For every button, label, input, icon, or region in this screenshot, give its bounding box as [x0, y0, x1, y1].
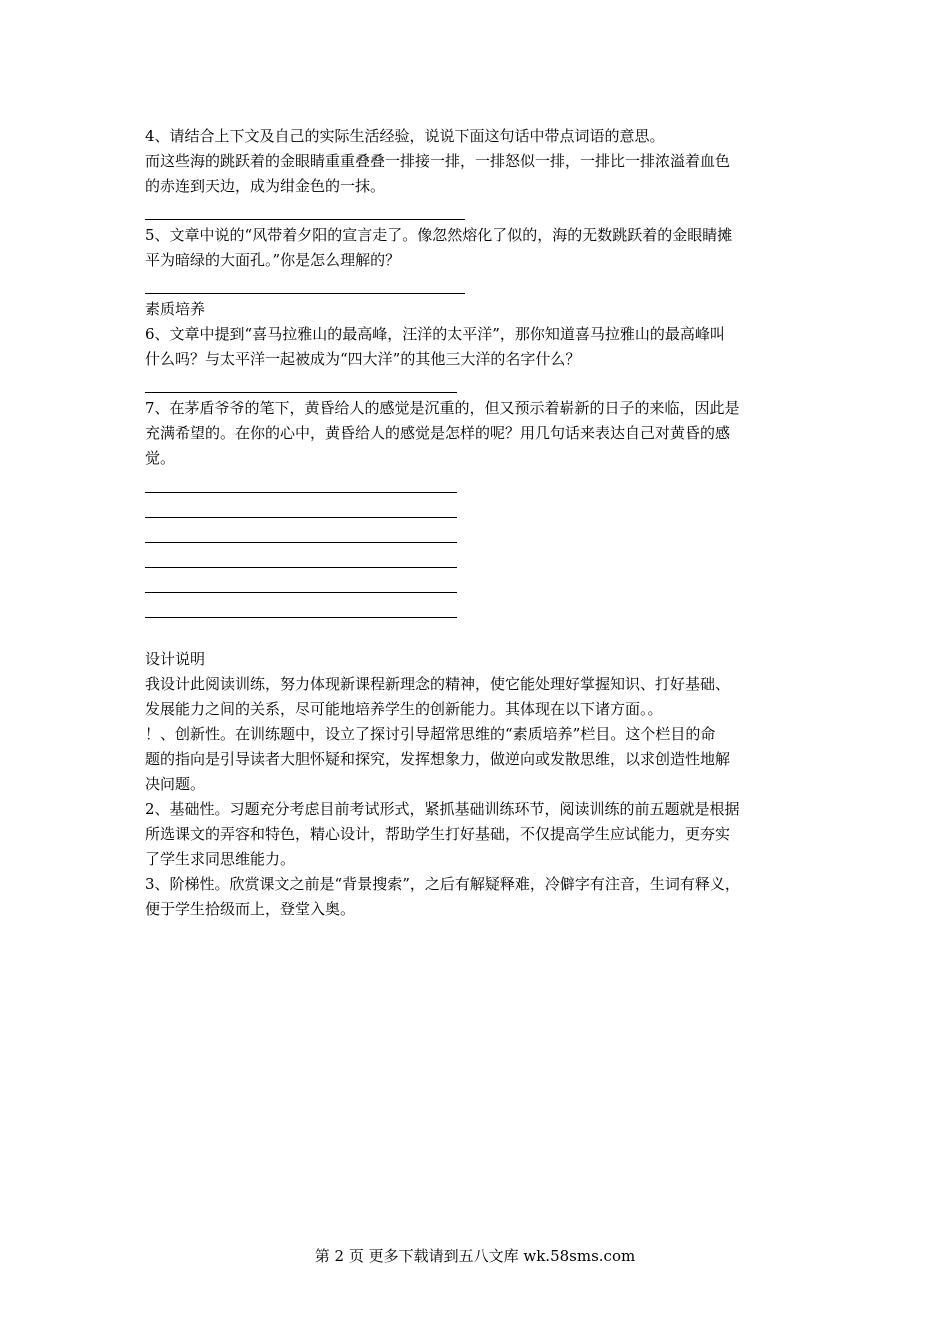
question-6-line-1: 6、文章中提到“喜马拉雅山的最高峰，汪洋的太平洋”，那你知道喜马拉雅山的最高峰叫 — [145, 325, 725, 343]
design-paragraph-line: 便于学生拾级而上，登堂入奥。 — [145, 900, 356, 918]
spacer — [145, 621, 820, 647]
question-4-quote-line-2: 的赤连到天边，成为绀金色的一抹。 — [145, 177, 386, 195]
answer-line — [145, 471, 820, 496]
answer-line — [145, 521, 820, 546]
answer-line — [145, 546, 820, 571]
answer-line — [145, 199, 820, 223]
design-paragraph-line: 所选课文的弄容和特色，精心设计，帮助学生打好基础，不仅提高学生应试能力，更夯实 — [145, 825, 731, 843]
answer-line — [145, 596, 820, 621]
question-5-line-1: 5、文章中说的“风带着夕阳的宣言走了。像忽然熔化了似的，海的无数跳跃着的金眼睛摊 — [145, 226, 733, 244]
design-paragraph-line: 题的指向是引导读者大胆怀疑和探究，发挥想象力，做逆向或发散思维，以求创造性地解 — [145, 750, 731, 768]
answer-line — [145, 273, 820, 297]
design-paragraph-line: 决问题。 — [145, 775, 206, 793]
question-4-quote-line-1: 而这些海的跳跃着的金眼睛重重叠叠一排接一排，一排怒似一排，一排比一排浓溢着血色 — [145, 152, 731, 170]
answer-line — [145, 372, 820, 396]
document-body — [145, 124, 820, 922]
design-heading: 设计说明 — [145, 650, 206, 668]
answer-line — [145, 571, 820, 596]
question-6-line-2: 什么吗？与太平洋一起被成为“四大洋”的其他三大洋的名字什么？ — [145, 350, 581, 368]
page-footer: 第 2 页 更多下载请到五八文库 wk.58sms.com — [314, 1247, 636, 1265]
section-heading-quality: 素质培养 — [145, 300, 206, 318]
question-7-line-1: 7、在茅盾爷爷的笔下，黄昏给人的感觉是沉重的，但又预示着崭新的日子的来临，因此是 — [145, 399, 740, 417]
design-paragraph-line: 发展能力之间的关系，尽可能地培养学生的创新能力。其体现在以下诸方面。。 — [145, 700, 663, 718]
question-7-line-2: 充满希望的。在你的心中，黄昏给人的感觉是怎样的呢？用几句话来表达自己对黄昏的感 — [145, 424, 731, 442]
design-paragraph-line: 了学生求同思维能力。 — [145, 850, 296, 868]
design-paragraph-line: 2、基础性。习题充分考虑目前考试形式，紧抓基础训练环节，阅读训练的前五题就是根据 — [145, 800, 740, 818]
design-paragraph-line: 3、阶梯性。欣赏课文之前是“背景搜索”，之后有解疑释难，冷僻字有注音，生词有释义， — [145, 875, 740, 893]
question-7-line-3: 觉。 — [145, 449, 176, 467]
question-4-title: 4、请结合上下文及自己的实际生活经验，说说下面这句话中带点词语的意思。 — [145, 127, 665, 145]
question-5-line-2: 平为暗绿的大面孔。”你是怎么理解的？ — [145, 251, 401, 269]
design-paragraph-line: 我设计此阅读训练，努力体现新课程新理念的精神，使它能处理好掌握知识、打好基础、 — [145, 675, 731, 693]
answer-line — [145, 496, 820, 521]
design-paragraph-line: ！、创新性。在训练题中，设立了探讨引导超常思维的“素质培养”栏目。这个栏目的命 — [145, 725, 716, 743]
